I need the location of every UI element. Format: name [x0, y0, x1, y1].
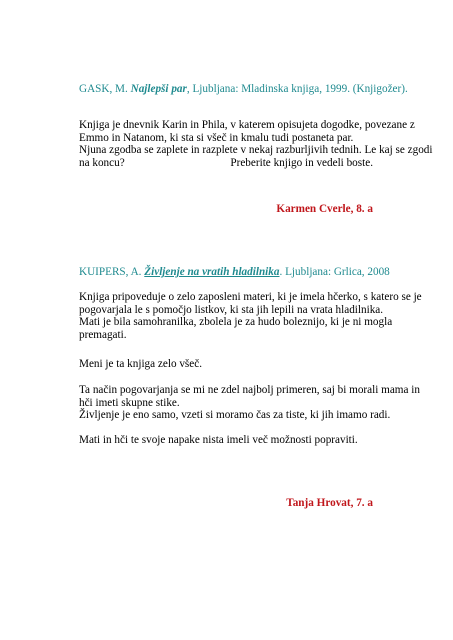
review2-paragraph-2: Meni je ta knjiga zelo všeč.: [79, 358, 203, 370]
review2-citation-author: KUIPERS, A.: [79, 266, 145, 278]
review1-citation-author: GASK, M.: [79, 83, 131, 95]
review2-paragraph-1: [79, 291, 422, 341]
review1-signature: Karmen Cverle, 8. a: [276, 203, 373, 215]
review1-citation-title: Najlepši par: [130, 83, 187, 95]
review2-line: Mati je bila samohranilka, zbolela je za hudo boleznijo, ki je ni mogla: [79, 316, 393, 329]
review1-citation-rest: , Ljubljana: Mladinska knjiga, 1999. (Knjigožer).: [186, 83, 408, 95]
review2-citation: [79, 266, 390, 279]
review1-closing: Preberite knjigo in vedeli boste.: [230, 157, 373, 169]
review1-line: Emmo in Natanom, ki sta si všeč in kmalu tudi postaneta par.: [79, 131, 354, 144]
review2-line: Knjiga pripoveduje o zelo zaposleni materi, ki je imela hčerko, s katero se je: [79, 291, 422, 303]
review1-line: Knjiga je dnevnik Karin in Phila, v katerem opisujeta dogodke, povezane z: [79, 119, 415, 131]
review2-line: pogovarjala le s pomočjo listkov, ki sta jih lepili na vrata hladilnika.: [79, 303, 384, 316]
review2-citation-rest: . Ljubljana: Grlica, 2008: [279, 266, 390, 278]
review1-line: na koncu?: [79, 156, 125, 169]
review1-citation: [79, 83, 408, 96]
review2-signature: Tanja Hrovat, 7. a: [286, 497, 373, 509]
review2-line: Ta način pogovarjanja se mi ne zdel najbolj primeren, saj bi morali mama in: [79, 384, 420, 396]
review2-paragraph-3: [79, 384, 420, 422]
review2-paragraph-4: Mati in hči te svoje napake nista imeli več možnosti popraviti.: [79, 434, 358, 446]
review2-citation-title: Življenje na vratih hladilnika: [144, 266, 280, 278]
review2-line: hči imeti skupne stike.: [79, 396, 180, 409]
review2-line: premagati.: [79, 328, 127, 341]
review2-line: Življenje je eno samo, vzeti si moramo čas za tiste, ki jih imamo radi.: [79, 409, 391, 422]
review1-line: Njuna zgodba se zaplete in razplete v nekaj razburljivih tednih. Le kaj se zgodi: [79, 144, 433, 157]
